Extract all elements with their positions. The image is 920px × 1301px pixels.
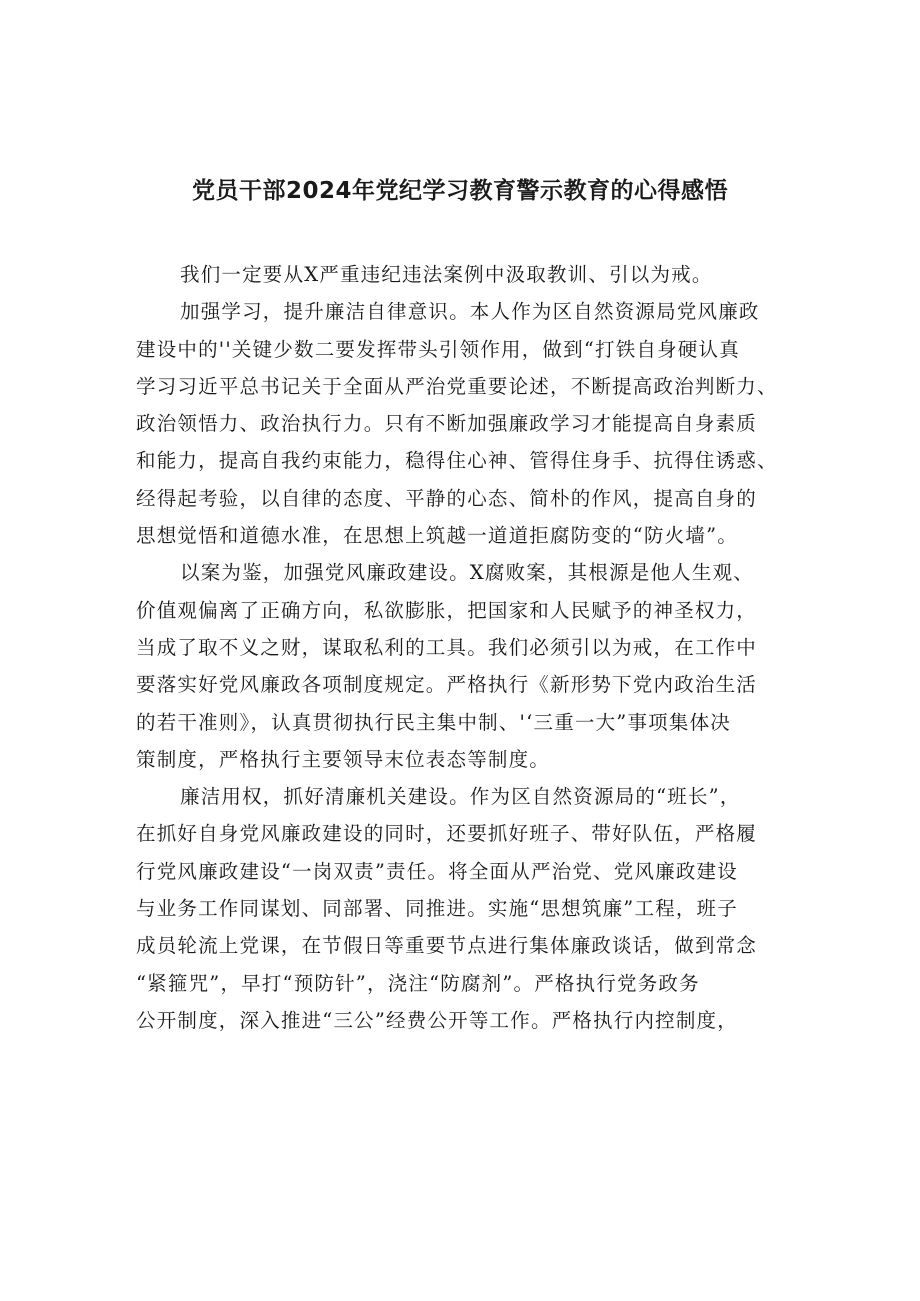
text-line: 成员轮流上党课，在节假日等重要节点进行集体廉政谈话，做到常念 [136,934,758,958]
text-line: 当成了取不义之财，谋取私利的工具。我们必须引以为戒，在工作中 [136,635,758,659]
text-line: 加强学习，提升廉洁自律意识。本人作为区自然资源局党风廉政 [180,300,760,324]
text-line: 的若干准则》，认真贯彻执行民主集中制、'‘三重一大”事项集体决 [136,710,731,734]
text-line: 行党风廉政建设“一岗双责”责任。将全面从严治党、党风廉政建设 [136,859,738,883]
text-line: 以案为鉴，加强党风廉政建设。X腐败案，其根源是他人生观、 [180,561,754,585]
text-line: 公开制度，深入推进“三公”经费公开等工作。严格执行内控制度， [136,1008,738,1032]
text-line: 学习习近平总书记关于全面从严治党重要论述，不断提高政治判断力、 [136,374,778,398]
text-line: 廉洁用权，抓好清廉机关建设。作为区自然资源局的“班长”， [180,785,741,809]
text-line: 思想觉悟和道德水准，在思想上筑越一道道拒腐防变的“防火墙”。 [136,524,738,548]
document-title: 党员干部2024年党纪学习教育警示教育的心得感悟 [191,178,728,204]
text-line: 在抓好自身党风廉政建设的同时，还要抓好班子、带好队伍，严格履 [136,822,758,846]
document-body [136,256,790,1039]
text-line: 价值观偏离了正确方向，私欲膨胀，把国家和人民赋予的神圣权力， [136,598,758,622]
text-line: 政治领悟力、政治执行力。只有不断加强廉政学习才能提高自身素质 [136,412,758,436]
text-line: 和能力，提高自我约束能力，稳得住心神、管得住身手、抗得住诱惑、 [136,449,778,473]
text-line: “紧箍咒”，早打“预防针”，浇注“防腐剂”。严格执行党务政务 [136,971,700,995]
text-line: 与业务工作同谋划、同部署、同推进。实施“思想筑廉”工程，班子 [136,897,738,921]
text-line: 策制度，严格执行主要领导末位表态等制度。 [136,747,551,771]
text-line: 建设中的''关键少数二要发挥带头引领作用，做到“打铁自身硬认真 [136,337,740,361]
text-line: 要落实好党风廉政各项制度规定。严格执行《新形势下党内政治生活 [136,673,758,697]
text-line: 我们一定要从X严重违纪违法案例中汲取教训、引以为戒。 [180,263,713,286]
text-line: 经得起考验，以自律的态度、平静的心态、简朴的作风，提高自身的 [136,486,758,510]
